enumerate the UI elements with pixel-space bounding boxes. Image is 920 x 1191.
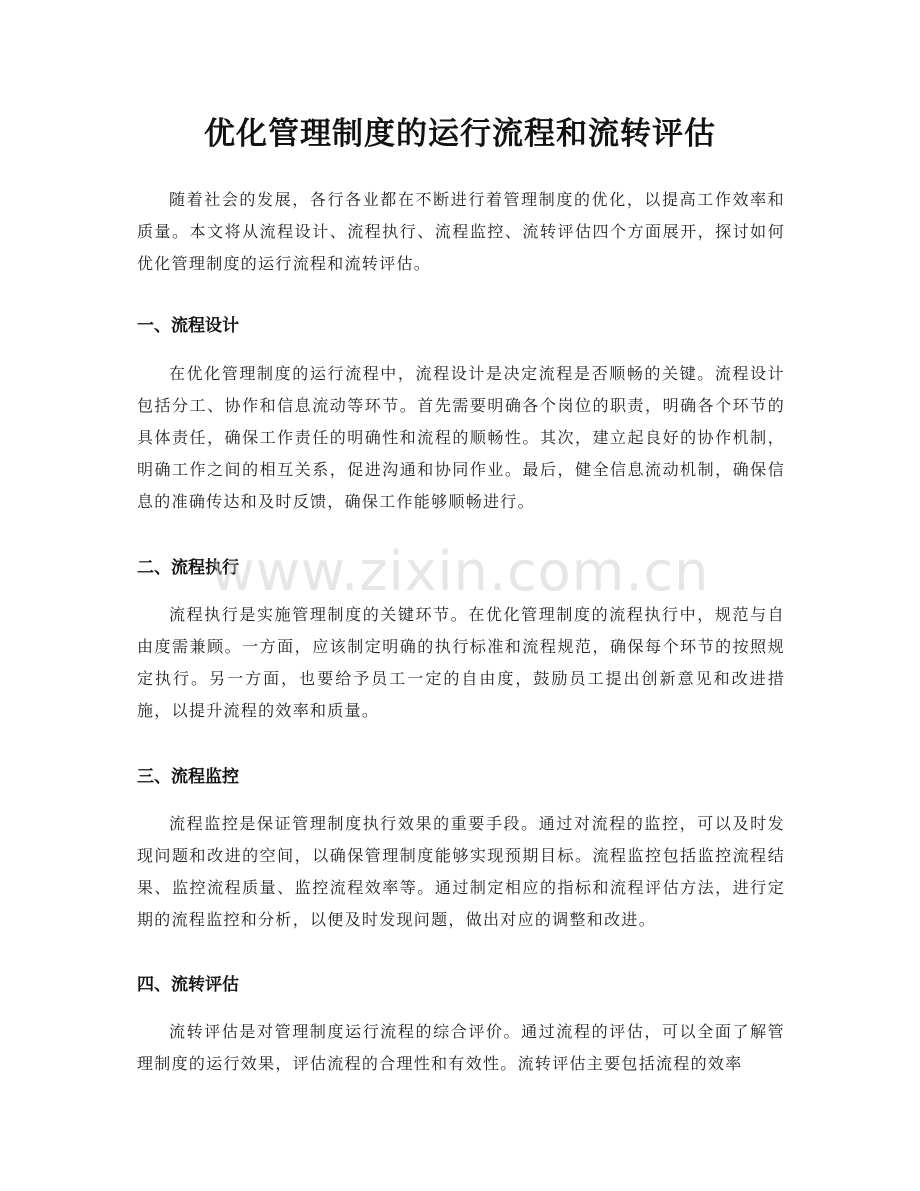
section-heading-3: 三、流程监控 — [137, 767, 239, 787]
section-body-3: 流程监控是保证管理制度执行效果的重要手段。通过对流程的监控，可以及时发现问题和改进的空间，以确保管理制度能够实现预期目标。流程监控包括监控流程结果、监控流程质量、监控流程效率等。通过制定相应的指标和流程评估方法，进行定期的流程监控和分析，以便及时发现问题，做出对应的调整和改进。 — [137, 814, 785, 929]
page-title: 优化管理制度的运行流程和流转评估 — [204, 116, 716, 152]
section-body-2: 流程执行是实施管理制度的关键环节。在优化管理制度的流程执行中，规范与自由度需兼顾。一方面，应该制定明确的执行标准和流程规范，确保每个环节的按照规定执行。另一方面，也要给予员工一定的自由度，鼓励员工提出创新意见和改进措施，以提升流程的效率和质量。 — [137, 605, 785, 720]
section-heading-4: 四、流转评估 — [137, 975, 239, 995]
section-heading-2: 二、流程执行 — [137, 558, 239, 578]
watermark: www.zixin.com.cn — [210, 540, 710, 603]
intro-paragraph: 随着社会的发展，各行各业都在不断进行着管理制度的优化，以提高工作效率和质量。本文将从流程设计、流程执行、流程监控、流转评估四个方面展开，探讨如何优化管理制度的运行流程和流转评估。 — [137, 190, 785, 273]
section-heading-1: 一、流程设计 — [137, 316, 239, 336]
section-body-1: 在优化管理制度的运行流程中，流程设计是决定流程是否顺畅的关键。流程设计包括分工、协作和信息流动等环节。首先需要明确各个岗位的职责，明确各个环节的具体责任，确保工作责任的明确性和流程的顺畅性。其次，建立起良好的协作机制，明确工作之间的相互关系，促进沟通和协同作业。最后，健全信息流动机制，确保信息的准确传达和及时反馈，确保工作能够顺畅进行。 — [137, 364, 785, 511]
section-body-4: 流转评估是对管理制度运行流程的综合评价。通过流程的评估，可以全面了解管理制度的运行效果，评估流程的合理性和有效性。流转评估主要包括流程的效率 — [137, 1022, 785, 1073]
